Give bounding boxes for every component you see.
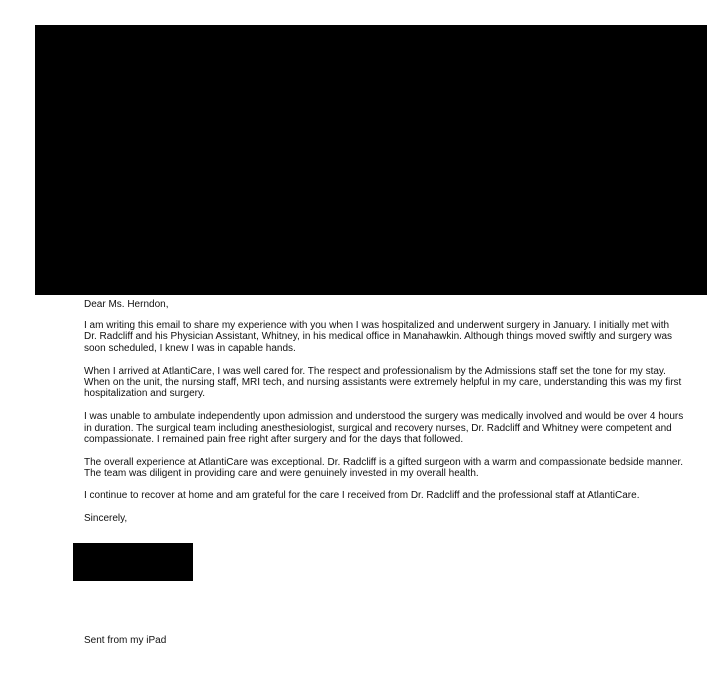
letter-greeting: Dear Ms. Herndon, xyxy=(84,299,169,310)
header-redaction xyxy=(35,25,707,295)
letter-paragraph: The overall experience at AtlantiCare was exceptional. Dr. Radcliff is a gifted surgeon with a warm and compassionate bedside manner. The team was diligent in providing care and were genuinely invested in my overall health. xyxy=(84,457,684,480)
letter-closing: Sincerely, xyxy=(84,512,128,524)
letter-paragraph: I was unable to ambulate independently upon admission and understood the surgery was medically involved and would be over 4 hours in duration. The surgical team including anesthesiologist, surgical and recovery nurses, Dr. Radcliff and Whitney were competent and compassionate. I remained pain free right after surgery and for the days that followed. xyxy=(84,411,684,445)
letter-body xyxy=(84,297,684,524)
letter-paragraph: I continue to recover at home and am grateful for the care I received from Dr. Radcliff and the professional staff at AtlantiCare. xyxy=(84,490,640,502)
letter-paragraph: I am writing this email to share my experience with you when I was hospitalized and underwent surgery in January. I initially met with Dr. Radcliff and his Physician Assistant, Whitney, in his medical office in Manahawkin. Although things moved swiftly and surgery was soon scheduled, I knew I was in capable hands. xyxy=(84,320,673,354)
signature-redaction xyxy=(73,543,193,581)
letter-paragraph: When I arrived at AtlantiCare, I was well cared for. The respect and professionalism by the Admissions staff set the tone for my stay. When on the unit, the nursing staff, MRI tech, and nursing assistants were extremely helpful in my care, understanding this was my first hospitalization and surgery. xyxy=(84,365,682,400)
sent-from-footer: Sent from my iPad xyxy=(84,635,167,646)
